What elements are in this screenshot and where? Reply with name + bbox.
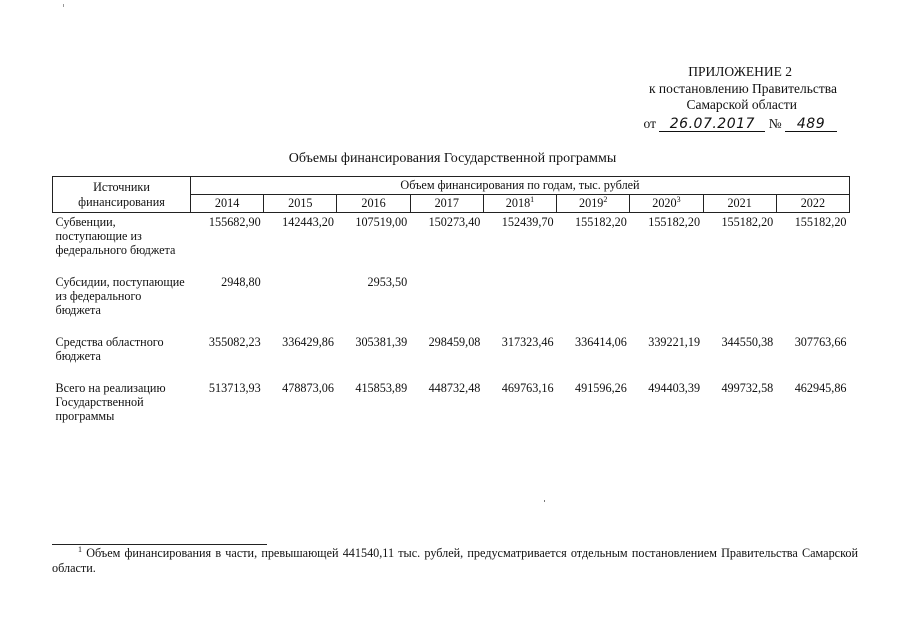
table-body: [53, 213, 850, 440]
amount-cell: 494403,39: [648, 381, 701, 395]
amount-cell: 155182,20: [648, 215, 701, 229]
amount-cell: [264, 273, 337, 333]
source-column-header: Источники финансирования: [53, 177, 191, 213]
year-header: [557, 195, 630, 213]
amount-cell: 513713,93: [208, 381, 261, 395]
handwritten-number: 489: [785, 117, 837, 132]
year-footnote-marker: 3: [676, 194, 681, 204]
amount-cell: [410, 273, 483, 333]
annex-region-line: Самарской области: [686, 97, 797, 112]
table-row: [53, 213, 850, 274]
amount-cell: 2948,80: [221, 275, 261, 289]
amount-cell: [703, 273, 776, 333]
amount-cell: 336429,86: [282, 335, 334, 349]
amount-cell: [630, 273, 703, 333]
amount-cell: 307763,66: [794, 335, 847, 349]
annex-header: [577, 64, 837, 132]
year-header: [483, 195, 556, 213]
year-label: 2014: [214, 196, 240, 210]
handwritten-date: 26.07.2017: [659, 117, 765, 132]
financing-table: [52, 176, 850, 439]
amount-cell: 336414,06: [575, 335, 627, 349]
amount-cell: 150273,40: [428, 215, 481, 229]
year-label: 2021: [727, 196, 752, 210]
scan-speck: [63, 4, 64, 7]
amount-cell: 155182,20: [794, 215, 847, 229]
amount-cell: 339221,19: [648, 335, 701, 349]
footnote-marker: 1: [78, 544, 82, 554]
table-row: [53, 333, 850, 379]
amount-cell: 344550,38: [721, 335, 774, 349]
footnote-divider: [52, 544, 267, 545]
scan-speck: [544, 500, 545, 502]
amount-cell: [776, 273, 849, 333]
amount-cell: 155682,90: [208, 215, 261, 229]
amount-cell: 2953,50: [367, 275, 408, 289]
amount-cell: 448732,48: [428, 381, 481, 395]
year-label: 2018: [505, 196, 531, 210]
number-label: №: [768, 115, 782, 131]
table-row: [53, 273, 850, 333]
year-group-header: Объем финансирования по годам, тыс. рублей: [191, 177, 850, 195]
year-header: [630, 195, 703, 213]
document-title: Объемы финансирования Государственной программы: [288, 151, 617, 166]
table-row: [53, 379, 850, 439]
year-label: 2016: [361, 196, 386, 210]
amount-cell: 152439,70: [501, 215, 554, 229]
amount-cell: 499732,58: [721, 381, 774, 395]
year-header: [191, 195, 264, 213]
year-label: 2020: [652, 196, 677, 210]
year-footnote-marker: 2: [603, 194, 608, 204]
row-source-label: Субсидии, поступающие из федерального бюджета: [55, 275, 185, 317]
amount-cell: 107519,00: [355, 215, 408, 229]
amount-cell: [483, 273, 556, 333]
year-label: 2022: [800, 196, 826, 210]
year-header: [337, 195, 410, 213]
year-header: [776, 195, 849, 213]
amount-cell: 142443,20: [282, 215, 334, 229]
amount-cell: 155182,20: [575, 215, 627, 229]
footnote-text: Объем финансирования в части, превышающей 441540,11 тыс. рублей, предусматривается отдельным постановлением Правительства Самарской области.: [52, 546, 858, 575]
year-header: [410, 195, 483, 213]
amount-cell: 478873,06: [282, 381, 334, 395]
footnote: [52, 546, 858, 576]
amount-cell: 298459,08: [428, 335, 481, 349]
amount-cell: 305381,39: [355, 335, 408, 349]
amount-cell: 462945,86: [794, 381, 847, 395]
year-label: 2017: [434, 196, 459, 210]
year-label: 2015: [288, 196, 313, 210]
row-source-label: Средства областного бюджета: [55, 335, 164, 363]
year-header: [703, 195, 776, 213]
amount-cell: 491596,26: [575, 381, 627, 395]
amount-cell: 355082,23: [208, 335, 261, 349]
amount-cell: 415853,89: [355, 381, 408, 395]
amount-cell: 469763,16: [501, 381, 554, 395]
year-label: 2019: [579, 196, 604, 210]
amount-cell: [557, 273, 630, 333]
annex-title: ПРИЛОЖЕНИЕ 2: [688, 64, 792, 79]
annex-date-line: [577, 116, 837, 133]
year-footnote-marker: 1: [530, 194, 535, 204]
year-header: [264, 195, 337, 213]
from-label: от: [643, 115, 656, 131]
amount-cell: 155182,20: [721, 215, 774, 229]
amount-cell: 317323,46: [501, 335, 554, 349]
row-source-label: Всего на реализацию Государственной программы: [55, 381, 166, 423]
annex-resolution-line: к постановлению Правительства: [648, 80, 837, 96]
row-source-label: Субвенции, поступающие из федерального бюджета: [55, 215, 176, 257]
